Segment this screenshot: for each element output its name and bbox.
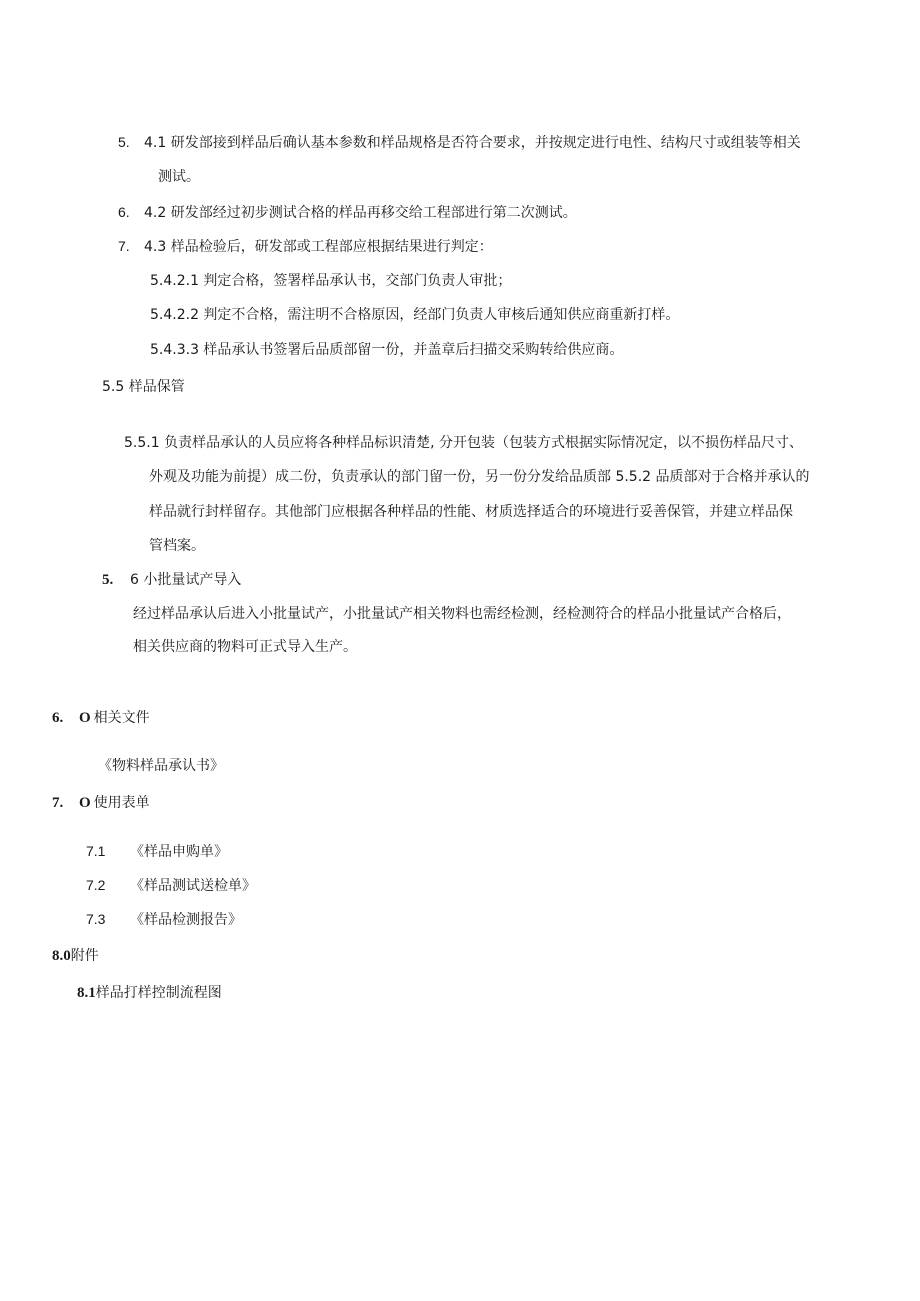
list-number: 8.0: [52, 948, 71, 964]
section-7-heading: [52, 793, 150, 813]
section-5-6-heading: [102, 570, 241, 590]
form-list-item: [86, 875, 256, 896]
list-number: 6.: [52, 710, 64, 726]
section-5-4-1: [118, 132, 801, 153]
paragraph-text: 4.3 样品检验后，研发部或工程部应根据结果进行判定：: [144, 239, 493, 255]
paragraph-text: 样品就行封样留存。其他部门应根据各种样品的性能、材质选择适合的环境进行妥善保管，并建立样品保: [149, 504, 793, 520]
related-document: [98, 756, 224, 776]
list-number: 8.1: [77, 985, 96, 1001]
section-letter: O: [79, 710, 91, 726]
paragraph-text: 管档案。: [149, 538, 205, 554]
section-5-5-1-line3: [149, 502, 793, 522]
section-5-6-line1: [133, 604, 791, 624]
list-number: 7.1: [86, 843, 106, 859]
paragraph-text: 5.4.3.3 样品承认书签署后品质部留一份，并盖章后扫描交采购转给供应商。: [150, 342, 624, 358]
list-number: 7.: [52, 795, 64, 811]
section-5-5-1: [124, 433, 803, 453]
list-number: 7.: [118, 238, 130, 254]
section-5-4-2-1: [150, 271, 511, 291]
section-5-6-line2: [133, 637, 357, 657]
section-5-4-3-3: [150, 340, 623, 360]
list-number: 5.: [118, 134, 130, 150]
list-number: 5.: [102, 572, 114, 588]
paragraph-text: 4.2 研发部经过初步测试合格的样品再移交给工程部进行第二次测试。: [144, 205, 577, 221]
paragraph-text: 经过样品承认后进入小批量试产，小批量试产相关物料也需经检测，经检测符合的样品小批量试产合格后，: [133, 606, 791, 622]
paragraph-text: 外观及功能为前提）成二份，负责承认的部门留一份，另一份分发给品质部 5.5.2 品质部对于合格并承认的: [149, 469, 810, 485]
section-8-heading: [52, 946, 99, 966]
section-heading: 相关文件: [93, 710, 150, 726]
form-title: 《样品测试送检单》: [130, 878, 256, 894]
section-heading: 附件: [70, 948, 99, 964]
section-5-4-3: [118, 236, 493, 257]
document-title: 《物料样品承认书》: [98, 758, 224, 774]
section-heading: 使用表单: [93, 795, 150, 811]
paragraph-text: 测试。: [158, 169, 200, 185]
section-heading: 6 小批量试产导入: [130, 572, 242, 588]
paragraph-text: 5.4.2.2 判定不合格，需注明不合格原因，经部门负责人审核后通知供应商重新打样。: [150, 307, 680, 323]
list-number: 7.3: [86, 911, 106, 927]
form-list-item: [86, 841, 228, 862]
section-5-4-2: [118, 202, 577, 223]
section-5-5-heading: [102, 377, 185, 397]
attachment-title: 样品打样控制流程图: [95, 985, 222, 1001]
section-letter: O: [79, 795, 91, 811]
section-6-heading: [52, 708, 150, 728]
form-list-item: [86, 909, 242, 930]
paragraph-text: 5.5.1 负责样品承认的人员应将各种样品标识清楚, 分开包装（包装方式根据实际情况定，以不损伤样品尺寸、: [124, 435, 803, 451]
paragraph-text: 相关供应商的物料可正式导入生产。: [133, 639, 357, 655]
form-title: 《样品申购单》: [130, 844, 228, 860]
paragraph-text: 4.1 研发部接到样品后确认基本参数和样品规格是否符合要求，并按规定进行电性、结构尺寸或组装等相关: [144, 135, 801, 151]
paragraph-text: 5.4.2.1 判定合格，签署样品承认书，交部门负责人审批；: [150, 273, 512, 289]
section-5-4-2-2: [150, 305, 679, 325]
section-5-5-1-line2: [149, 467, 810, 487]
form-title: 《样品检测报告》: [130, 912, 242, 928]
section-5-5-1-line4: [149, 536, 205, 556]
list-number: 6.: [118, 204, 130, 220]
section-5-4-1-continuation: [158, 167, 200, 187]
section-heading: 5.5 样品保管: [102, 379, 185, 395]
section-8-1: [77, 983, 222, 1003]
list-number: 7.2: [86, 877, 106, 893]
